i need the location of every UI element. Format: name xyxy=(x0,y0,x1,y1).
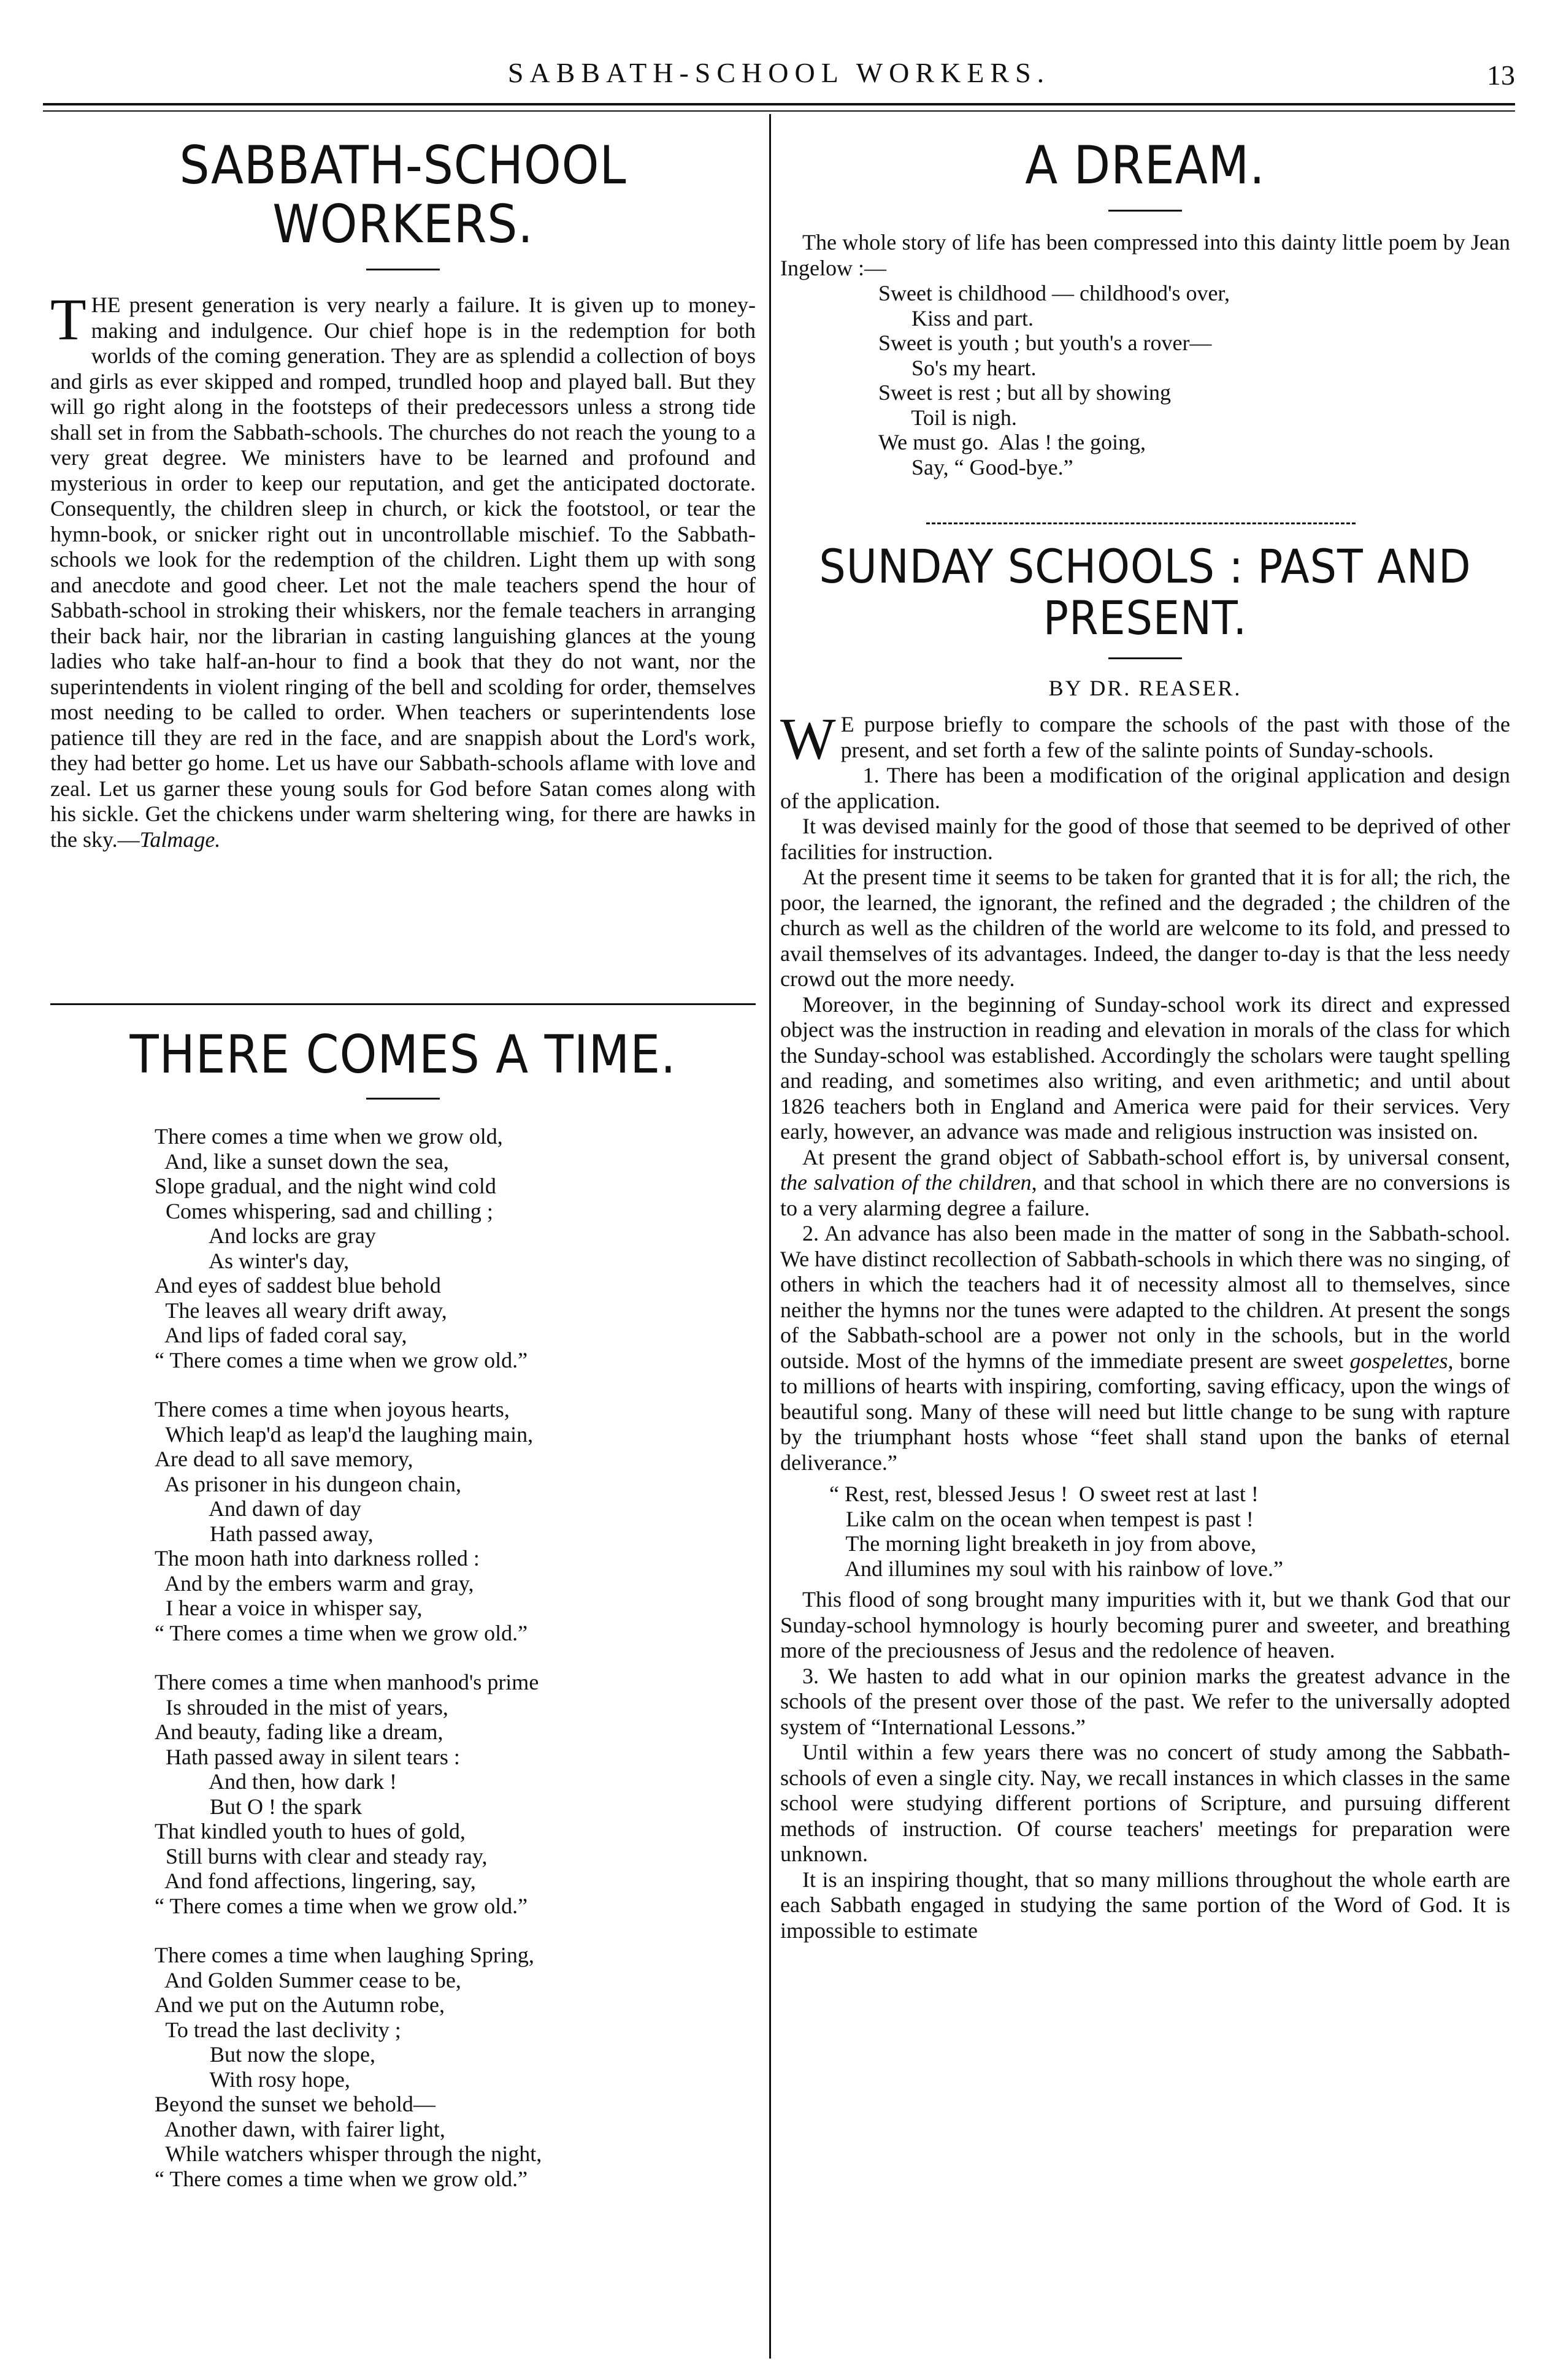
poem-line: There comes a time when manhood's prime xyxy=(155,1670,539,1694)
poem-line: And Golden Summer cease to be, xyxy=(155,1967,461,1992)
dream-poem xyxy=(780,281,1510,480)
title-rule xyxy=(1108,657,1182,659)
poem-line: There comes a time when joyous hearts, xyxy=(155,1397,510,1421)
poem-line: Kiss and part. xyxy=(878,305,1034,331)
poem-line: Slope gradual, and the night wind cold xyxy=(155,1174,496,1198)
poem-line: But now the slope, xyxy=(155,2042,375,2067)
paragraph: At the present time it seems to be taken for granted that it is for all; the rich, the poor, the learned, the ignorant, the refined and the degraded ; the children of the church as well as the children of the world are welcome to its fold, and pressed to avail themselves of its advantages. Indeed, the danger to-day is that the less needy crowd out the more needy. xyxy=(780,865,1510,991)
stanza xyxy=(155,1943,756,2191)
poem-line: Hath passed away in silent tears : xyxy=(155,1744,460,1769)
emphasis: the salvation of the children xyxy=(780,1170,1032,1195)
poem-line: There comes a time when laughing Spring, xyxy=(155,1943,534,1967)
paragraph-text: , and that school in which there are no conversions is to a very alarming degree a failure. xyxy=(780,1170,1510,1220)
paragraph-text: 2. An advance has also been made in the matter of song in the Sabbath-school. We have distinct recollection of Sabbath-schools in which there was no singing, of others in which the teachers had it of necessity almost all to themselves, since neither the hymns nor the tunes were adapted to the children. At present the songs of the Sabbath-school are a power not only in the schools, but in the world outside. Most of the hymns of the immediate present are sweet xyxy=(780,1221,1510,1373)
title-rule xyxy=(366,1098,440,1100)
poem-line: Another dawn, with fairer light, xyxy=(155,2116,445,2141)
poem-line: Is shrouded in the mist of years, xyxy=(155,1694,448,1720)
page-number: 13 xyxy=(1487,59,1515,91)
poem-line: The leaves all weary drift away, xyxy=(155,1298,447,1323)
article-title: SUNDAY SCHOOLS : PAST AND xyxy=(819,539,1471,594)
hymn-quote xyxy=(780,1482,1510,1581)
paragraph: Until within a few years there was no concert of study among the Sabbath-schools of even a single city. Nay, we recall instances in which classes in the same school were studying different portions of Scripture, and pursuing different methods of instruction. Of course teachers' meetings for preparation were unknown. xyxy=(780,1740,1510,1866)
article-title-continued: PRESENT. xyxy=(1043,591,1248,645)
article-title: SABBATH-SCHOOL WORKERS. xyxy=(179,135,627,255)
poem-line: And by the embers warm and gray, xyxy=(155,1571,474,1596)
poem-line: With rosy hope, xyxy=(155,2067,350,2092)
hymn-line: And illumines my soul with his rainbow of love.” xyxy=(829,1556,1283,1581)
poem-line: Say, “ Good-bye.” xyxy=(878,454,1073,480)
poem-line: The moon hath into darkness rolled : xyxy=(155,1546,480,1571)
title-rule xyxy=(366,269,440,270)
drop-cap: T xyxy=(50,286,86,352)
title-rule xyxy=(1108,210,1182,212)
poem-line: And fond affections, lingering, say, xyxy=(155,1869,476,1893)
poem-line: And locks are gray xyxy=(155,1223,376,1248)
paragraph xyxy=(780,1145,1510,1222)
poem-line: We must go. Alas ! the going, xyxy=(878,430,1146,454)
page-header xyxy=(43,56,1515,99)
section-rule xyxy=(50,1003,756,1005)
running-title: SABBATH-SCHOOL WORKERS. xyxy=(507,57,1051,88)
poem-line: But O ! the spark xyxy=(155,1794,362,1819)
header-rule-thin xyxy=(43,110,1515,112)
hymn-line: “ Rest, rest, blessed Jesus ! O sweet rest at last ! xyxy=(829,1482,1259,1506)
poem-line: “ There comes a time when we grow old.” xyxy=(155,1347,528,1372)
paragraph: Moreover, in the beginning of Sunday-school work its direct and expressed object was the instruction in reading and elevation in morals of the class for which the Sunday-school was established. Accordingly the scholars were taught spelling and reading, and sometimes also writing, and even arithmetic; and until about 1826 teachers both in England and America were paid for their services. Very early, however, an advance was made and religious instruction was insisted on. xyxy=(780,992,1510,1144)
poem-line: “ There comes a time when we grow old.” xyxy=(155,1620,528,1645)
dream-intro: The whole story of life has been compressed into this dainty little poem by Jean Ingelow :— xyxy=(780,230,1510,280)
poem-line: I hear a voice in whisper say, xyxy=(155,1596,423,1620)
poem-line: And dawn of day xyxy=(155,1496,361,1521)
poem-line: Which leap'd as leap'd the laughing main, xyxy=(155,1421,534,1447)
poem-line: Comes whispering, sad and chilling ; xyxy=(155,1198,493,1223)
article-a-dream xyxy=(780,136,1510,480)
poem-line: Hath passed away, xyxy=(155,1521,374,1546)
poem-line: So's my heart. xyxy=(878,355,1037,380)
poem-line: And then, how dark ! xyxy=(155,1769,397,1794)
poem-line: And eyes of saddest blue behold xyxy=(155,1273,441,1298)
poem-line: While watchers whisper through the night, xyxy=(155,2141,542,2166)
stanza xyxy=(155,1124,756,1372)
paragraph: 1. There has been a modification of the original application and design of the application. xyxy=(780,763,1510,813)
poem-line: Sweet is childhood — childhood's over, xyxy=(878,281,1230,305)
poem-line: And, like a sunset down the sea, xyxy=(155,1149,449,1174)
poem-line: As prisoner in his dungeon chain, xyxy=(155,1471,461,1496)
article-title: A DREAM. xyxy=(1025,135,1265,196)
body-text: HE present generation is very nearly a failure. It is given up to money-making and indulgence. Our chief hope is in the redemption for both worlds of the coming generation. They are as splendid a collection of boys and girls as ever skipped and romped, trundled hoop and played ball. But they will go right along in the footsteps of their predecessors unless a strong tide shall set in from the Sabbath-schools. The churches do not reach the young to a very great degree. We ministers have to be learned and profound and mysterious in order to keep our reputation, and get the anticipated doctorate. Consequently, the children sleep in church, or kick the footstool, or tear the hymn-book, or snicker right out in uncontrollable mischief. To the Sabbath-schools we look for the redemption of the children. Light them up with song and anecdote and good cheer. Let not the male teachers spend the hour of Sabbath-school in stroking their whiskers, nor the female teachers in arranging their back hair, nor the librarian in casting languishing glances at the young ladies who take half-an-hour to find a book that they do not want, nor the superintendents in violent ringing of the bell and scolding for order, themselves most needing to be called to order. When teachers or superintendents lose patience till they are red in the face, and are snappish about the Lord's work, they had better go home. Let us have our Sabbath-schools aflame with love and zeal. Let us garner these young souls for God before Satan comes along with his sickle. Get the chickens under warm sheltering wing, for there are hawks in the sky.— xyxy=(50,293,756,852)
paragraph: This flood of song brought many impurities with it, but we thank God that our Sunday-school hymnology is hourly becoming purer and sweeter, and breathing more of the preciousness of Jesus and the redolence of heaven. xyxy=(780,1587,1510,1663)
article-sabbath-school-workers xyxy=(50,136,756,852)
article-there-comes-a-time xyxy=(50,1025,756,2191)
poem-line: Are dead to all save memory, xyxy=(155,1447,413,1471)
paragraph-text: At present the grand object of Sabbath-school effort is, by universal consent, xyxy=(802,1144,1510,1169)
stanza xyxy=(155,1397,756,1645)
poem-line: “ There comes a time when we grow old.” xyxy=(155,2166,528,2191)
hymn-line: The morning light breaketh in joy from above, xyxy=(829,1531,1257,1556)
paragraph: It is an inspiring thought, that so many millions throughout the whole earth are each Sabbath engaged in studying the same portion of the Word of God. It is impossible to estimate xyxy=(780,1867,1510,1943)
poem-line: Beyond the sunset we behold— xyxy=(155,2092,435,2116)
article-title: THERE COMES A TIME. xyxy=(129,1024,677,1085)
paragraph-text: , borne to millions of hearts with inspiring, comforting, saving efficacy, upon the wings of beautiful song. Many of these will need but little change to be sung with rapture by the triumphant hosts whose “feet shall stand upon the banks of eternal deliverance.” xyxy=(780,1348,1511,1475)
emphasis: gospelettes xyxy=(1349,1348,1448,1373)
poem-line: As winter's day, xyxy=(155,1248,350,1273)
poem-line: Still burns with clear and steady ray, xyxy=(155,1843,488,1869)
article-sunday-schools xyxy=(780,541,1510,1943)
header-rule xyxy=(43,103,1515,105)
paragraph: It was devised mainly for the good of those that seemed to be deprived of other facilities for instruction. xyxy=(780,814,1510,864)
paragraph xyxy=(780,1221,1510,1475)
poem-line: And lips of faded coral say, xyxy=(155,1323,407,1347)
drop-cap: W xyxy=(780,706,836,771)
dashed-rule xyxy=(926,522,1356,524)
hymn-line: Like calm on the ocean when tempest is past ! xyxy=(829,1506,1254,1531)
poem-line: That kindled youth to hues of gold, xyxy=(155,1819,466,1843)
poem-line: Sweet is youth ; but youth's a rover— xyxy=(878,331,1212,355)
poem-line: And beauty, fading like a dream, xyxy=(155,1720,443,1744)
intro-text: E purpose briefly to compare the schools of the past with those of the present, and set forth a few of the salinte points of Sunday-schools. xyxy=(840,712,1510,762)
column-divider xyxy=(769,114,771,2359)
intro-paragraph xyxy=(780,706,1510,771)
poem-line: Sweet is rest ; but all by showing xyxy=(878,380,1171,405)
poem-line: To tread the last declivity ; xyxy=(155,2017,401,2042)
poem-line: “ There comes a time when we grow old.” xyxy=(155,1893,528,1918)
stanza xyxy=(155,1670,756,1918)
attribution: Talmage. xyxy=(139,827,221,852)
poem xyxy=(50,1124,756,2191)
poem-line: And we put on the Autumn robe, xyxy=(155,1992,445,2017)
poem-line: There comes a time when we grow old, xyxy=(155,1124,503,1149)
article-body xyxy=(50,286,756,852)
poem-line: Toil is nigh. xyxy=(878,405,1017,430)
paragraph: 3. We hasten to add what in our opinion marks the greatest advance in the schools of the present over those of the past. We refer to the universally adopted system of “International Lessons.” xyxy=(780,1663,1510,1739)
byline: BY DR. REASER. xyxy=(1048,676,1242,700)
